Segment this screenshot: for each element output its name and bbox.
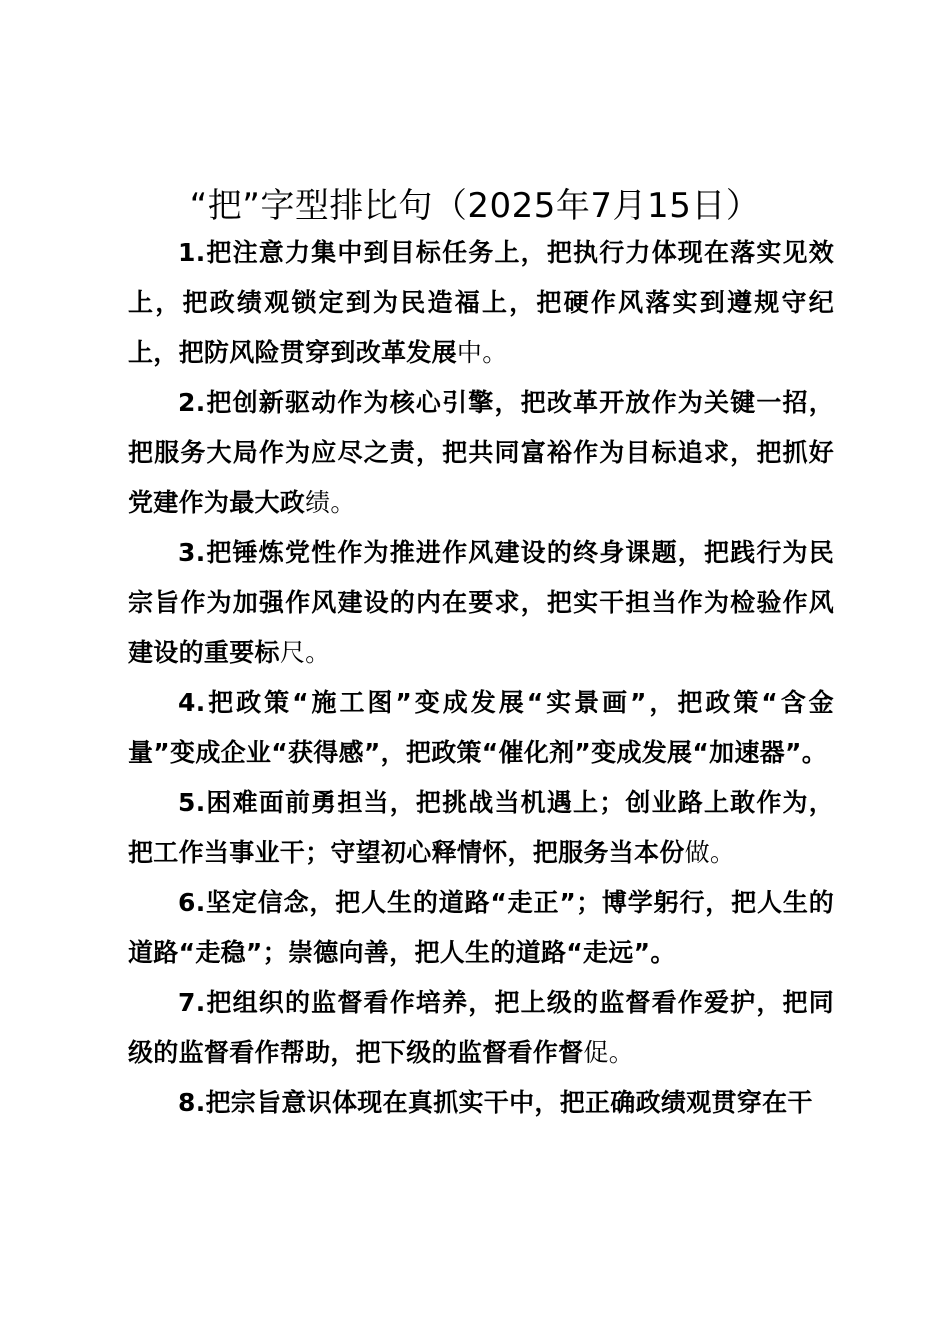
paragraph-text: 5.困难面前勇担当，把挑战当机遇上；创业路上敢作为，把工作当事业干；守望初心释情怀，把服务当本份	[128, 788, 834, 867]
paragraph-6	[128, 878, 834, 978]
paragraph-2	[128, 378, 834, 528]
paragraph-4	[128, 678, 834, 778]
paragraph-8	[128, 1078, 834, 1128]
paragraph-tail: 做。	[684, 838, 736, 867]
paragraph-tail: 中。	[456, 338, 508, 367]
paragraph-5	[128, 778, 834, 878]
document-body	[128, 228, 834, 1128]
paragraph-tail: 尺。	[279, 638, 331, 667]
paragraph-text: 4.把政策“施工图”变成发展“实景画”，把政策“含金量”变成企业“获得感”，把政策“催化剂”变成发展“加速器”。	[128, 688, 834, 767]
paragraph-tail: 绩。	[305, 488, 356, 517]
paragraph-tail: 促。	[583, 1038, 635, 1067]
paragraph-text: 8.把宗旨意识体现在真抓实干中，把正确政绩观贯穿在干	[178, 1088, 813, 1117]
paragraph-3	[128, 528, 834, 678]
paragraph-1	[128, 228, 834, 378]
paragraph-7	[128, 978, 834, 1078]
paragraph-text: 6.坚定信念，把人生的道路“走正”；博学躬行，把人生的道路“走稳”；崇德向善，把人生的道路“走远”。	[128, 888, 834, 967]
paragraph-text: 7.把组织的监督看作培养，把上级的监督看作爱护，把同级的监督看作帮助，把下级的监督看作督	[128, 988, 834, 1067]
page-title: “把”字型排比句（2025年7月15日）	[189, 186, 761, 226]
paragraph-text: 3.把锤炼党性作为推进作风建设的终身课题，把践行为民宗旨作为加强作风建设的内在要求，把实干担当作为检验作风建设的重要标	[128, 538, 834, 667]
paragraph-text: 2.把创新驱动作为核心引擎，把改革开放作为关键一招，把服务大局作为应尽之责，把共同富裕作为目标追求，把抓好党建作为最大政	[128, 388, 834, 517]
paragraph-text: 1.把注意力集中到目标任务上，把执行力体现在落实见效上，把政绩观锁定到为民造福上，把硬作风落实到遵规守纪上，把防风险贯穿到改革发展	[128, 238, 834, 367]
